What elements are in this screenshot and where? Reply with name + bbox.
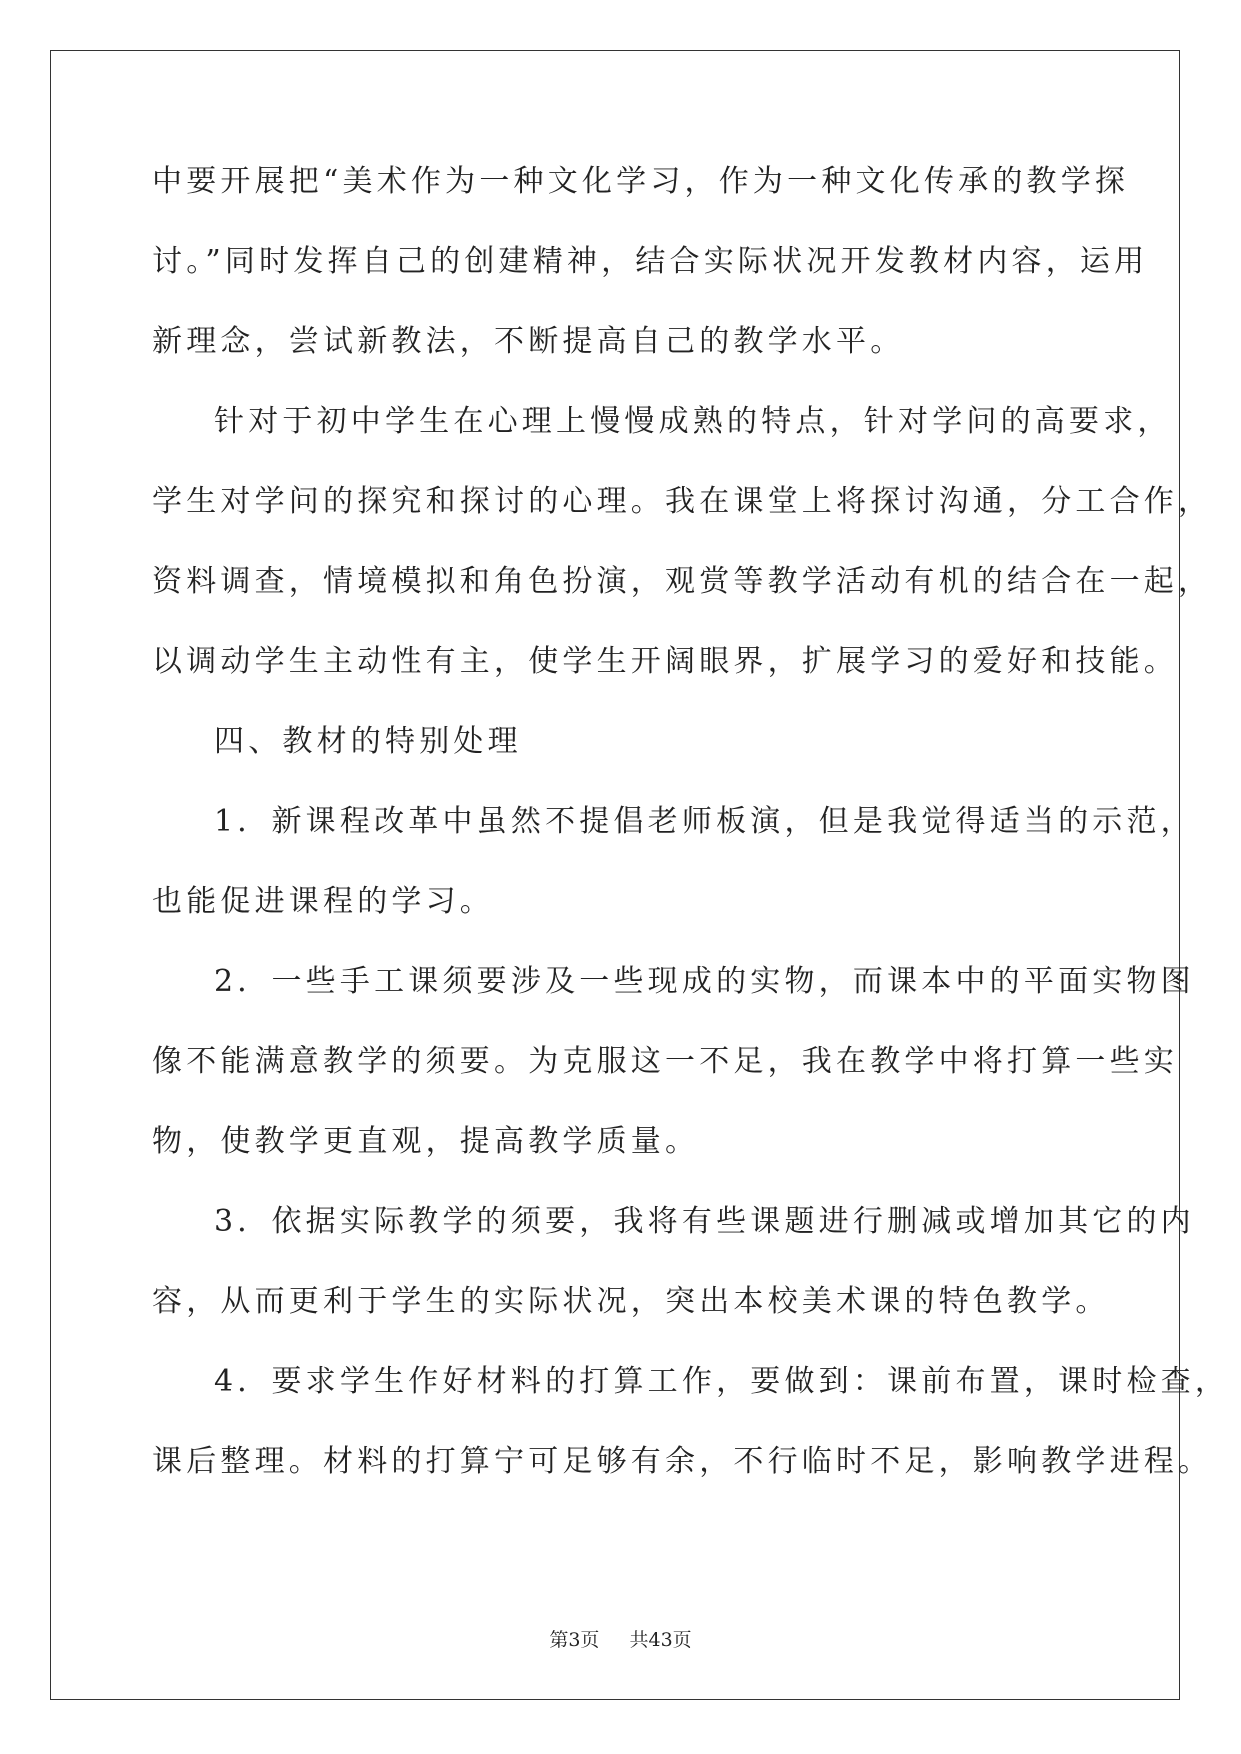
- text-line-13: 物，使教学更直观，提高教学质量。: [152, 1124, 700, 1159]
- text-line-11: 2．一些手工课须要涉及一些现成的实物，而课本中的平面实物图: [214, 964, 1195, 999]
- page-total: 共43页: [629, 1629, 692, 1651]
- page-number: 第3页: [549, 1629, 600, 1651]
- text-line-16: 4．要求学生作好材料的打算工作，要做到：课前布置，课时检查，: [214, 1364, 1230, 1399]
- text-line-14: 3．依据实际教学的须要，我将有些课题进行删减或增加其它的内: [214, 1204, 1195, 1239]
- text-line-7: 以调动学生主动性有主，使学生开阔眼界，扩展学习的爱好和技能。: [152, 644, 1178, 679]
- text-line-4: 针对于初中学生在心理上慢慢成熟的特点，针对学问的高要求，: [214, 404, 1172, 439]
- text-line-3: 新理念，尝试新教法，不断提高自己的教学水平。: [152, 324, 905, 359]
- text-line-2: 讨。”同时发挥自己的创建精神，结合实际状况开发教材内容，运用: [152, 244, 1149, 279]
- text-line-9: 1．新课程改革中虽然不提倡老师板演，但是我觉得适当的示范，: [214, 804, 1195, 839]
- text-line-15: 容，从而更利于学生的实际状况，突出本校美术课的特色教学。: [152, 1284, 1110, 1319]
- document-body: [152, 157, 1230, 1517]
- text-line-17: 课后整理。材料的打算宁可足够有余，不行临时不足，影响教学进程。: [152, 1444, 1213, 1479]
- text-line-1: 中要开展把“美术作为一种文化学习，作为一种文化传承的教学探: [152, 164, 1130, 199]
- text-line-10: 也能促进课程的学习。: [152, 884, 494, 919]
- text-line-12: 像不能满意教学的须要。为克服这一不足，我在教学中将打算一些实: [152, 1044, 1178, 1079]
- text-line-6: 资料调查，情境模拟和角色扮演，观赏等教学活动有机的结合在一起，: [152, 564, 1213, 599]
- text-line-5: 学生对学问的探究和探讨的心理。我在课堂上将探讨沟通，分工合作，: [152, 484, 1213, 519]
- section-heading: 四、教材的特别处理: [214, 724, 522, 759]
- page-footer: [0, 1625, 1241, 1652]
